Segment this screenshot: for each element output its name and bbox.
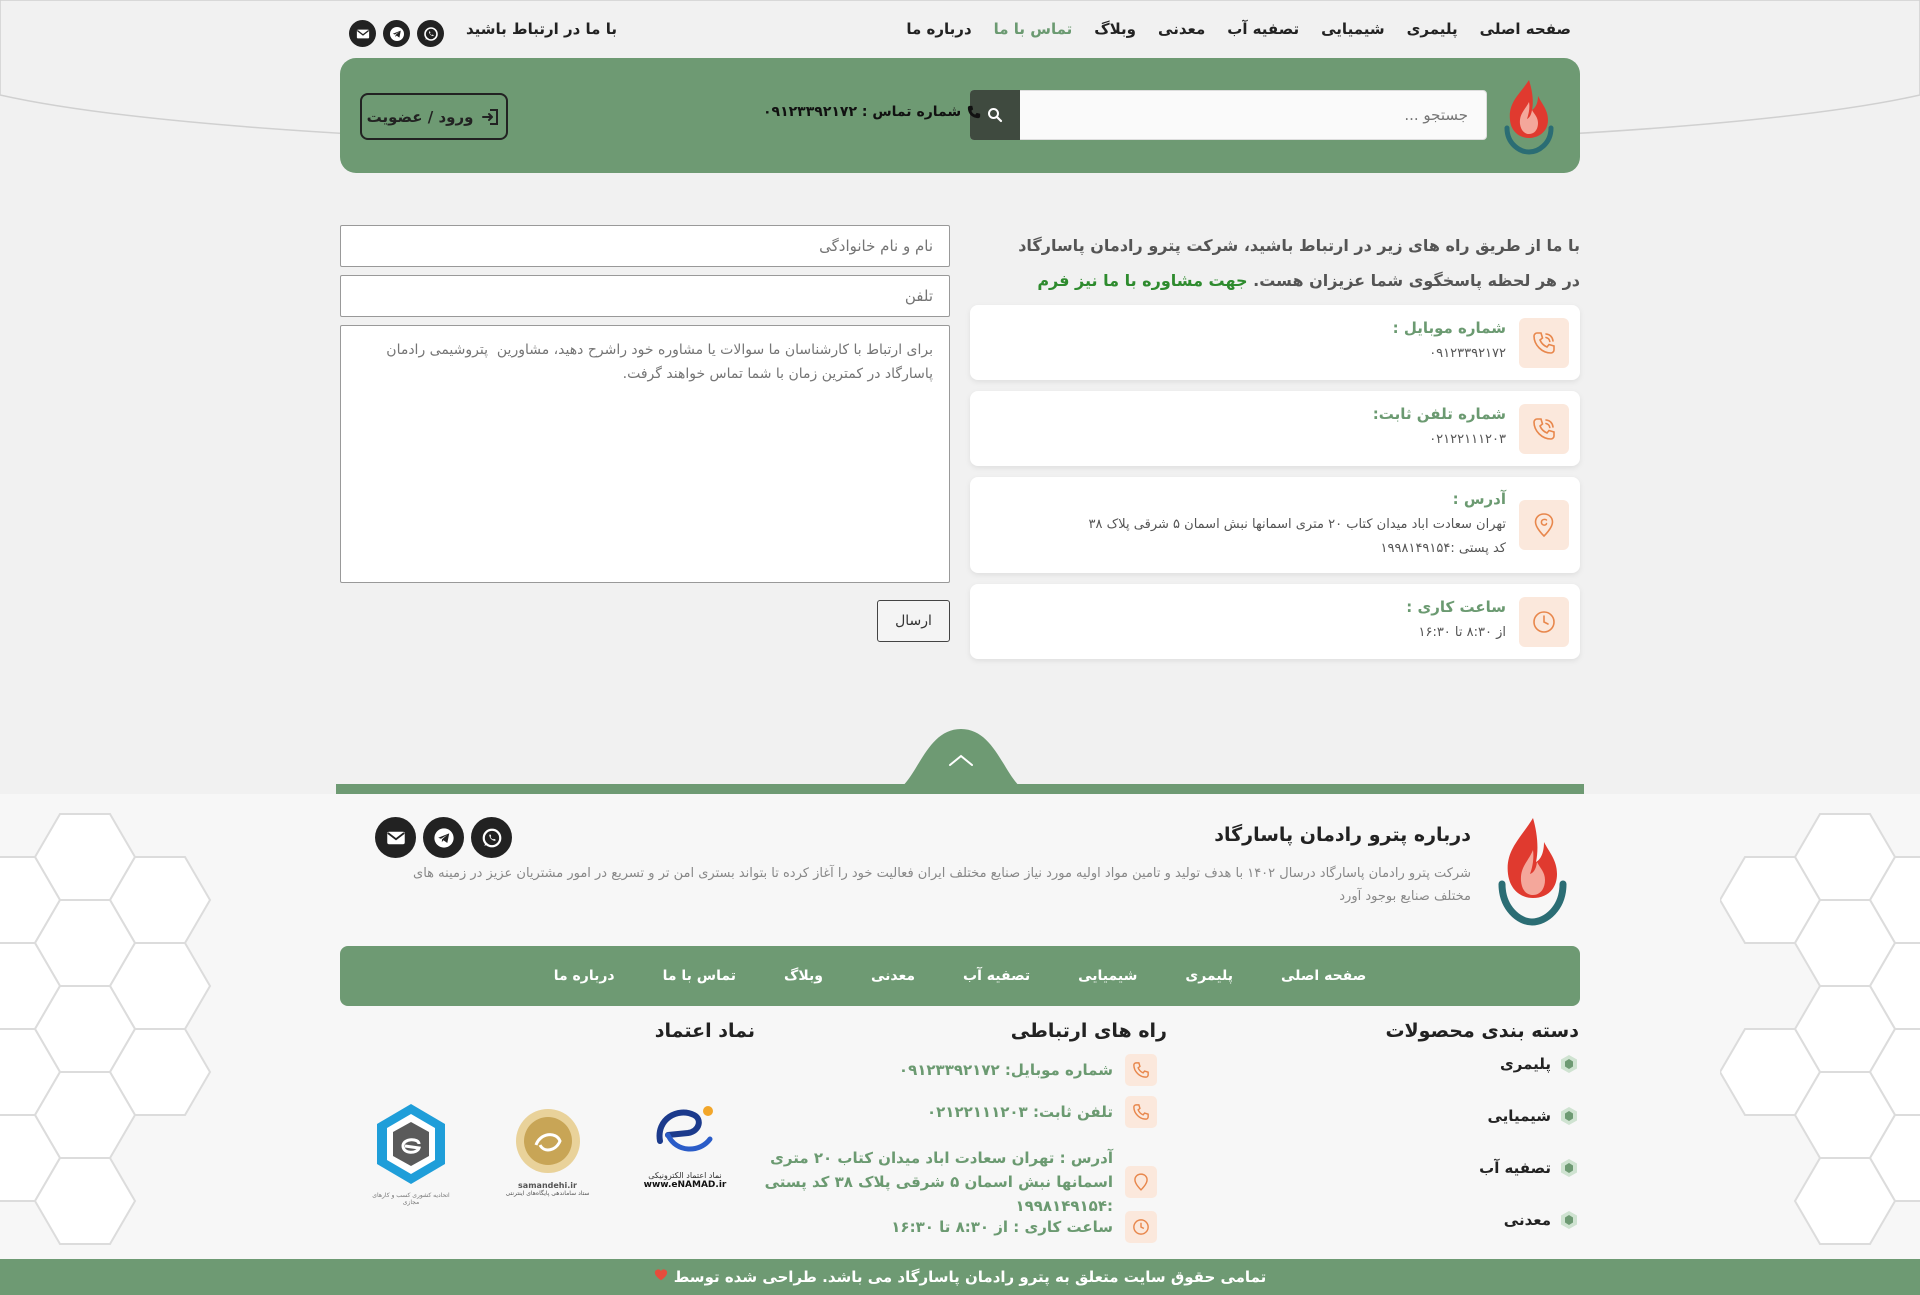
footer-navigation xyxy=(340,946,1580,1006)
nav-item-polymer[interactable]: پلیمری xyxy=(1406,20,1458,38)
postal-code-value: کد پستی :۱۹۹۸۱۴۹۱۵۴ xyxy=(1380,541,1506,556)
footer-nav-contact[interactable]: تماس با ما xyxy=(662,968,737,984)
login-icon xyxy=(481,107,501,127)
nav-item-mineral[interactable]: معدنی xyxy=(1158,20,1206,38)
way-landline[interactable] xyxy=(927,1096,1157,1128)
send-button[interactable]: ارسال xyxy=(877,600,950,642)
copyright-bar xyxy=(0,1259,1920,1295)
samandehi-caption: ستاد ساماندهی پایگاه‌های اینترنتی xyxy=(505,1190,590,1197)
email-icon[interactable] xyxy=(349,20,376,47)
search-input[interactable] xyxy=(971,91,1486,139)
whatsapp-icon[interactable] xyxy=(417,20,444,47)
hexagon-pattern-right xyxy=(1720,794,1920,1254)
footer-nav-mineral[interactable]: معدنی xyxy=(870,968,916,984)
contact-ways-title: راه های ارتباطی xyxy=(1010,1020,1167,1042)
phone-field[interactable] xyxy=(340,275,950,317)
hours-value: از ۸:۳۰ تا ۱۶:۳۰ xyxy=(1418,625,1506,640)
header-phone-text: شماره تماس : ۰۹۱۲۳۳۹۲۱۷۲ xyxy=(763,104,962,120)
category-label: شیمیایی xyxy=(1487,1107,1551,1125)
landline-card xyxy=(970,391,1580,466)
category-item-polymer[interactable] xyxy=(1500,1054,1579,1074)
phone-icon xyxy=(1125,1096,1157,1128)
hexagon-bullet-icon xyxy=(1559,1054,1579,1074)
nav-item-blog[interactable]: وبلاگ xyxy=(1094,20,1137,38)
category-item-mineral[interactable] xyxy=(1504,1210,1579,1230)
ecommerce-union-logo-icon xyxy=(371,1100,451,1188)
hexagon-bullet-icon xyxy=(1559,1210,1579,1230)
copyright-text: تمامی حقوق سایت متعلق به پترو رادمان پاسارگاد می باشد. طراحی شده توسط xyxy=(673,1268,1267,1286)
contact-intro-text: با ما از طریق راه های زیر در ارتباط باشید، شرکت پترو رادمان پاسارگاد در هر لحظه پاسخگوی شما عزیزان هست. xyxy=(1018,236,1580,290)
address-card xyxy=(970,477,1580,573)
search-icon xyxy=(987,107,1003,123)
nav-item-chemical[interactable]: شیمیایی xyxy=(1321,20,1385,38)
kasbokar-caption: اتحادیه کشوری کسب و کارهای مجازی xyxy=(372,1192,450,1206)
samandehi-logo-icon xyxy=(512,1105,584,1177)
top-navigation xyxy=(906,20,1571,38)
enamad-caption: نماد اعتماد الکترونیکی xyxy=(648,1171,722,1180)
category-label: معدنی xyxy=(1503,1211,1551,1229)
category-item-water-treatment[interactable] xyxy=(1479,1158,1579,1178)
header-phone[interactable] xyxy=(763,104,981,120)
enamad-badge[interactable] xyxy=(640,1095,730,1205)
mobile-card xyxy=(970,305,1580,380)
phone-icon xyxy=(1519,404,1569,454)
location-icon xyxy=(1519,500,1569,550)
category-label: پلیمری xyxy=(1499,1055,1551,1073)
whatsapp-icon[interactable] xyxy=(471,817,512,858)
nav-item-about[interactable]: درباره ما xyxy=(906,20,972,38)
enamad-url: www.eNAMAD.ir xyxy=(643,1180,727,1190)
nav-item-contact[interactable]: تماس با ما xyxy=(993,20,1073,38)
footer-nav-chemical[interactable]: شیمیایی xyxy=(1078,968,1138,984)
footer-nav-polymer[interactable]: پلیمری xyxy=(1185,968,1234,984)
search-box xyxy=(970,90,1487,140)
way-text: آدرس : تهران سعادت اباد میدان کتاب ۲۰ متری اسمانها نبش اسمان ۵ شرقی پلاک ۳۸ کد پستی :۱۹۹۸۱۴۹۱۵۴ xyxy=(764,1149,1113,1215)
footer-nav-home[interactable]: صفحه اصلی xyxy=(1281,968,1367,984)
login-register-button[interactable] xyxy=(360,93,508,140)
way-text: شماره موبایل: ۰۹۱۲۳۳۹۲۱۷۲ xyxy=(898,1061,1113,1079)
kasbokar-badge[interactable] xyxy=(370,1100,452,1205)
way-text: تلفن ثابت: ۰۲۱۲۲۱۱۱۲۰۳ xyxy=(927,1103,1113,1121)
landline-title: شماره تلفن ثابت: xyxy=(1372,405,1506,423)
footer-about-title: درباره پترو رادمان پاسارگاد xyxy=(1214,824,1471,846)
scroll-to-top-button[interactable] xyxy=(886,729,1036,794)
footer-nav-water-treatment[interactable]: تصفیه آب xyxy=(963,968,1031,984)
login-register-label: ورود / عضویت xyxy=(366,107,474,126)
footer-nav-about[interactable]: درباره ما xyxy=(553,968,615,984)
samandehi-badge[interactable] xyxy=(505,1105,590,1205)
footer-flame-logo-icon[interactable] xyxy=(1491,812,1571,930)
samandehi-url: samandehi.ir xyxy=(518,1181,577,1190)
nav-item-water-treatment[interactable]: تصفیه آب xyxy=(1227,20,1300,38)
category-label: تصفیه آب xyxy=(1479,1159,1551,1177)
telegram-icon[interactable] xyxy=(383,20,410,47)
hexagon-pattern-left xyxy=(0,794,260,1254)
phone-icon xyxy=(967,105,981,119)
clock-icon xyxy=(1125,1211,1157,1243)
phone-icon xyxy=(1125,1054,1157,1086)
hours-title: ساعت کاری : xyxy=(1406,598,1506,616)
way-address[interactable] xyxy=(757,1146,1157,1218)
way-mobile[interactable] xyxy=(899,1054,1157,1086)
footer-social-links xyxy=(375,817,512,858)
header-bar xyxy=(340,58,1580,173)
mobile-value: ۰۹۱۲۳۳۹۲۱۷۲ xyxy=(1429,346,1506,361)
contact-us-label: با ما در ارتباط باشید xyxy=(466,20,617,38)
address-title: آدرس : xyxy=(1452,490,1506,508)
clock-icon xyxy=(1519,597,1569,647)
message-field[interactable] xyxy=(340,325,950,583)
way-hours[interactable] xyxy=(891,1211,1157,1243)
hexagon-bullet-icon xyxy=(1559,1158,1579,1178)
category-item-chemical[interactable] xyxy=(1488,1106,1580,1126)
telegram-icon[interactable] xyxy=(423,817,464,858)
footer-nav-blog[interactable]: وبلاگ xyxy=(784,968,823,984)
email-icon[interactable] xyxy=(375,817,416,858)
categories-title: دسته بندی محصولات xyxy=(1385,1020,1579,1042)
phone-icon xyxy=(1519,318,1569,368)
trust-title: نماد اعتماد xyxy=(654,1020,755,1042)
nav-item-home[interactable]: صفحه اصلی xyxy=(1479,20,1571,38)
heart-icon xyxy=(654,1268,668,1286)
contact-intro-highlight: جهت مشاوره با ما نیز فرم xyxy=(1037,271,1248,290)
way-text: ساعت کاری : از ۸:۳۰ تا ۱۶:۳۰ xyxy=(891,1218,1113,1236)
mobile-title: شماره موبایل : xyxy=(1392,319,1506,337)
hexagon-bullet-icon xyxy=(1559,1106,1579,1126)
flame-logo-icon[interactable] xyxy=(1498,76,1560,156)
footer-about-text: شرکت پترو رادمان پاسارگاد درسال ۱۴۰۲ با هدف تولید و تامین مواد اولیه مورد نیاز صنایع مختلف ایران فعالیت خود را آغاز کرده تا بتواند بستری امن تر و تسریع در امور مشتریان عزیز در زمینه های مختلف صنایع بوجود آورد xyxy=(413,866,1471,904)
hours-card xyxy=(970,584,1580,659)
name-field[interactable] xyxy=(340,225,950,267)
landline-value: ۰۲۱۲۲۱۱۱۲۰۳ xyxy=(1429,432,1506,447)
location-icon xyxy=(1125,1166,1157,1198)
address-value: تهران سعادت اباد میدان کتاب ۲۰ متری اسمانها نبش اسمان ۵ شرقی پلاک ۳۸ xyxy=(1088,517,1506,532)
enamad-logo-icon xyxy=(642,1095,728,1167)
top-social-links xyxy=(349,20,444,47)
